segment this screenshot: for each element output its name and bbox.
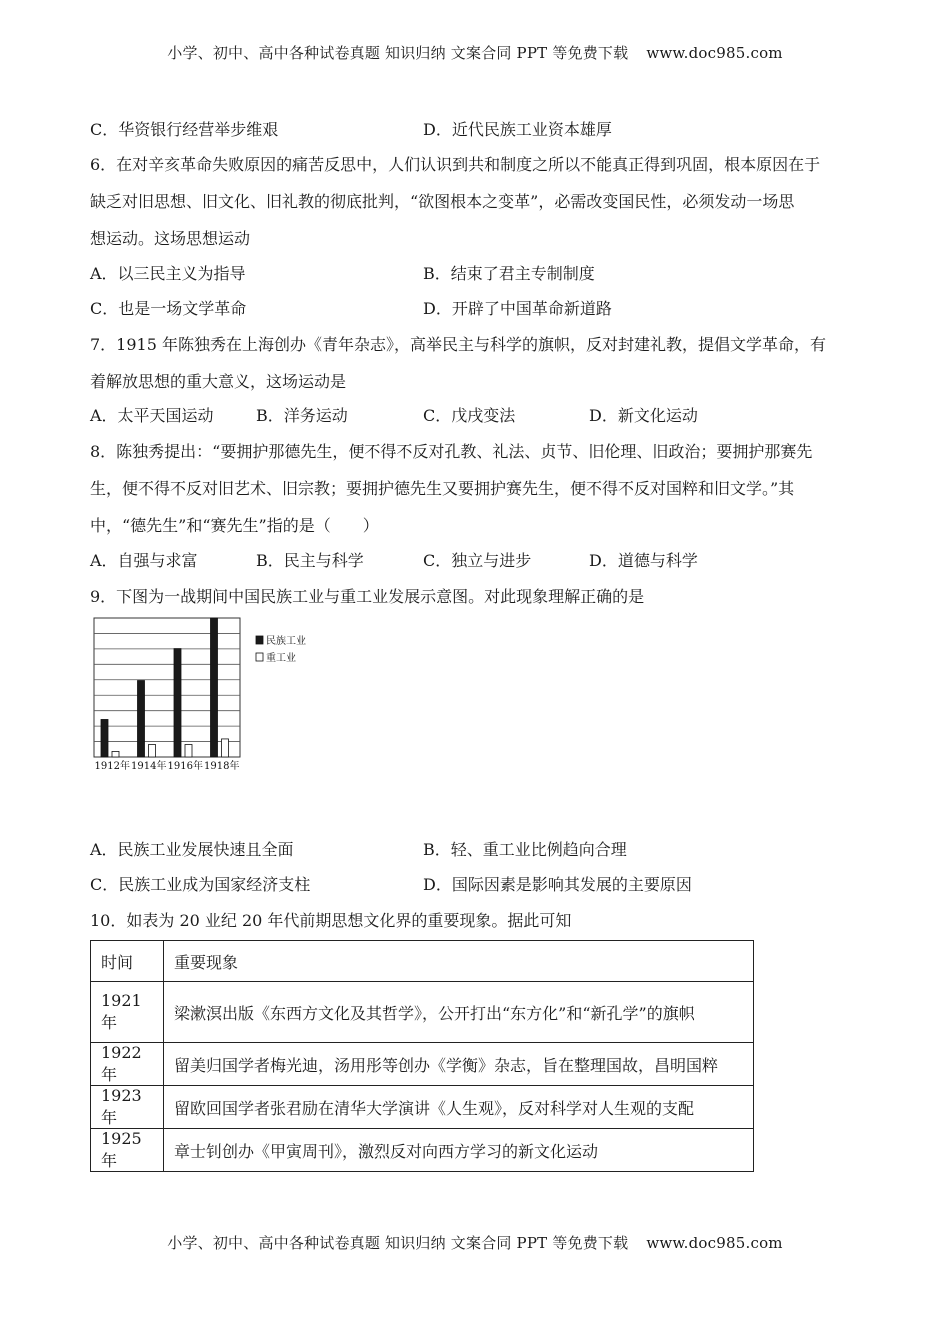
- q5-option-d: D．近代民族工业资本雄厚: [423, 120, 612, 139]
- table-cell-event: 梁漱溟出版《东西方文化及其哲学》，公开打出“东方化”和“新孔学”的旗帜: [164, 982, 754, 1043]
- q8-stem-line3: 中，“德先生”和“赛先生”指的是（ ）: [90, 516, 379, 535]
- q9-option-a: A．民族工业发展快速且全面: [90, 840, 294, 859]
- table-cell-event: 留美归国学者梅光迪，汤用彤等创办《学衡》杂志，旨在整理国故，昌明国粹: [164, 1043, 754, 1086]
- x-tick-label: 1914年: [131, 761, 167, 772]
- q8-option-a: A．自强与求富: [90, 551, 198, 570]
- q8-option-d: D．道德与科学: [589, 551, 698, 570]
- bar-heavy-1918年: [222, 739, 229, 757]
- table-cell-year: 1925 年: [91, 1129, 164, 1172]
- bar-heavy-1914年: [149, 744, 156, 757]
- q6-stem-line2: 缺乏对旧思想、旧文化、旧礼教的彻底批判，“欲图根本之变革”，必需改变国民性，必须发动一场思: [90, 192, 795, 211]
- q7-option-c: C．戊戌变法: [423, 406, 516, 425]
- table-header-row: [91, 941, 754, 982]
- q8-stem-line2: 生，便不得不反对旧艺术、旧宗教；要拥护德先生又要拥护赛先生，便不得不反对国粹和旧文学。”其: [90, 479, 795, 498]
- header-text: 小学、初中、高中各种试卷真题 知识归纳 文案合同 PPT 等免费下载: [167, 44, 629, 62]
- q6-stem-line3: 想运动。这场思想运动: [90, 229, 251, 248]
- bar-heavy-1916年: [185, 744, 192, 757]
- footer-site[interactable]: www.doc985.com: [646, 1234, 783, 1252]
- bar-national-1916年: [174, 649, 181, 757]
- q6-option-b: B．结束了君主专制制度: [423, 264, 595, 283]
- q6-option-a: A．以三民主义为指导: [90, 264, 246, 283]
- bar-national-1918年: [211, 618, 218, 757]
- x-tick-label: 1918年: [204, 761, 240, 772]
- table-header-time: 时间: [91, 941, 164, 982]
- q9-stem-line1: 9．下图为一战期间中国民族工业与重工业发展示意图。对此现象理解正确的是: [90, 587, 645, 606]
- q9-option-c: C．民族工业成为国家经济支柱: [90, 875, 311, 894]
- q5-option-c: C．华资银行经营举步维艰: [90, 120, 279, 139]
- legend-label: 民族工业: [266, 636, 306, 647]
- q7-option-b: B．洋务运动: [256, 406, 348, 425]
- table-header-phenomenon: 重要现象: [164, 941, 754, 982]
- q8-stem-line1: 8．陈独秀提出：“要拥护那德先生，便不得不反对孔教、礼法、贞节、旧伦理、旧政治；要拥护那赛先: [90, 442, 813, 461]
- q7-option-a: A．太平天国运动: [90, 406, 214, 425]
- table-cell-year: 1922 年: [91, 1043, 164, 1086]
- table-row: [91, 1129, 754, 1172]
- table-cell-event: 章士钊创办《甲寅周刊》，激烈反对向西方学习的新文化运动: [164, 1129, 754, 1172]
- q6-stem-line1: 6．在对辛亥革命失败原因的痛苦反思中，人们认识到共和制度之所以不能真正得到巩固，根本原因在于: [90, 155, 821, 174]
- chart-x-labels: [95, 759, 240, 772]
- bar-national-1912年: [101, 719, 108, 757]
- legend-swatch: [256, 653, 263, 661]
- q7-stem-line1: 7．1915 年陈独秀在上海创办《青年杂志》，高举民主与科学的旗帜，反对封建礼教，提倡文学革命，有: [90, 335, 826, 354]
- chart-frame: [94, 618, 240, 757]
- chart-bars: [101, 618, 229, 757]
- page-footer: [0, 1232, 950, 1253]
- q7-option-d: D．新文化运动: [589, 406, 698, 425]
- x-tick-label: 1912年: [94, 761, 130, 772]
- q9-option-b: B．轻、重工业比例趋向合理: [423, 840, 627, 859]
- footer-text: 小学、初中、高中各种试卷真题 知识归纳 文案合同 PPT 等免费下载: [167, 1234, 629, 1252]
- q10-table: [90, 940, 754, 1172]
- legend-swatch: [256, 636, 263, 644]
- q8-option-c: C．独立与进步: [423, 551, 532, 570]
- bar-heavy-1912年: [112, 751, 119, 757]
- page-header: [0, 42, 950, 63]
- table-row: [91, 1043, 754, 1086]
- x-tick-label: 1916年: [167, 761, 203, 772]
- q9-option-d: D．国际因素是影响其发展的主要原因: [423, 875, 692, 894]
- industry-bar-chart: [88, 614, 328, 779]
- q10-stem-line1: 10．如表为 20 业纪 20 年代前期思想文化界的重要现象。据此可知: [90, 911, 572, 930]
- bar-national-1914年: [138, 681, 145, 757]
- q8-option-b: B．民主与科学: [256, 551, 364, 570]
- table-cell-year: 1923 年: [91, 1086, 164, 1129]
- table-row: [91, 982, 754, 1043]
- q7-stem-line2: 着解放思想的重大意义，这场运动是: [90, 372, 347, 391]
- table-cell-event: 留欧回国学者张君励在清华大学演讲《人生观》，反对科学对人生观的支配: [164, 1086, 754, 1129]
- table-cell-year: 1921 年: [91, 982, 164, 1043]
- legend-label: 重工业: [266, 653, 296, 664]
- q6-option-d: D．开辟了中国革命新道路: [423, 299, 612, 318]
- header-site[interactable]: www.doc985.com: [646, 44, 783, 62]
- chart-legend: [256, 634, 306, 664]
- q6-option-c: C．也是一场文学革命: [90, 299, 247, 318]
- table-row: [91, 1086, 754, 1129]
- chart-grid: [94, 618, 240, 757]
